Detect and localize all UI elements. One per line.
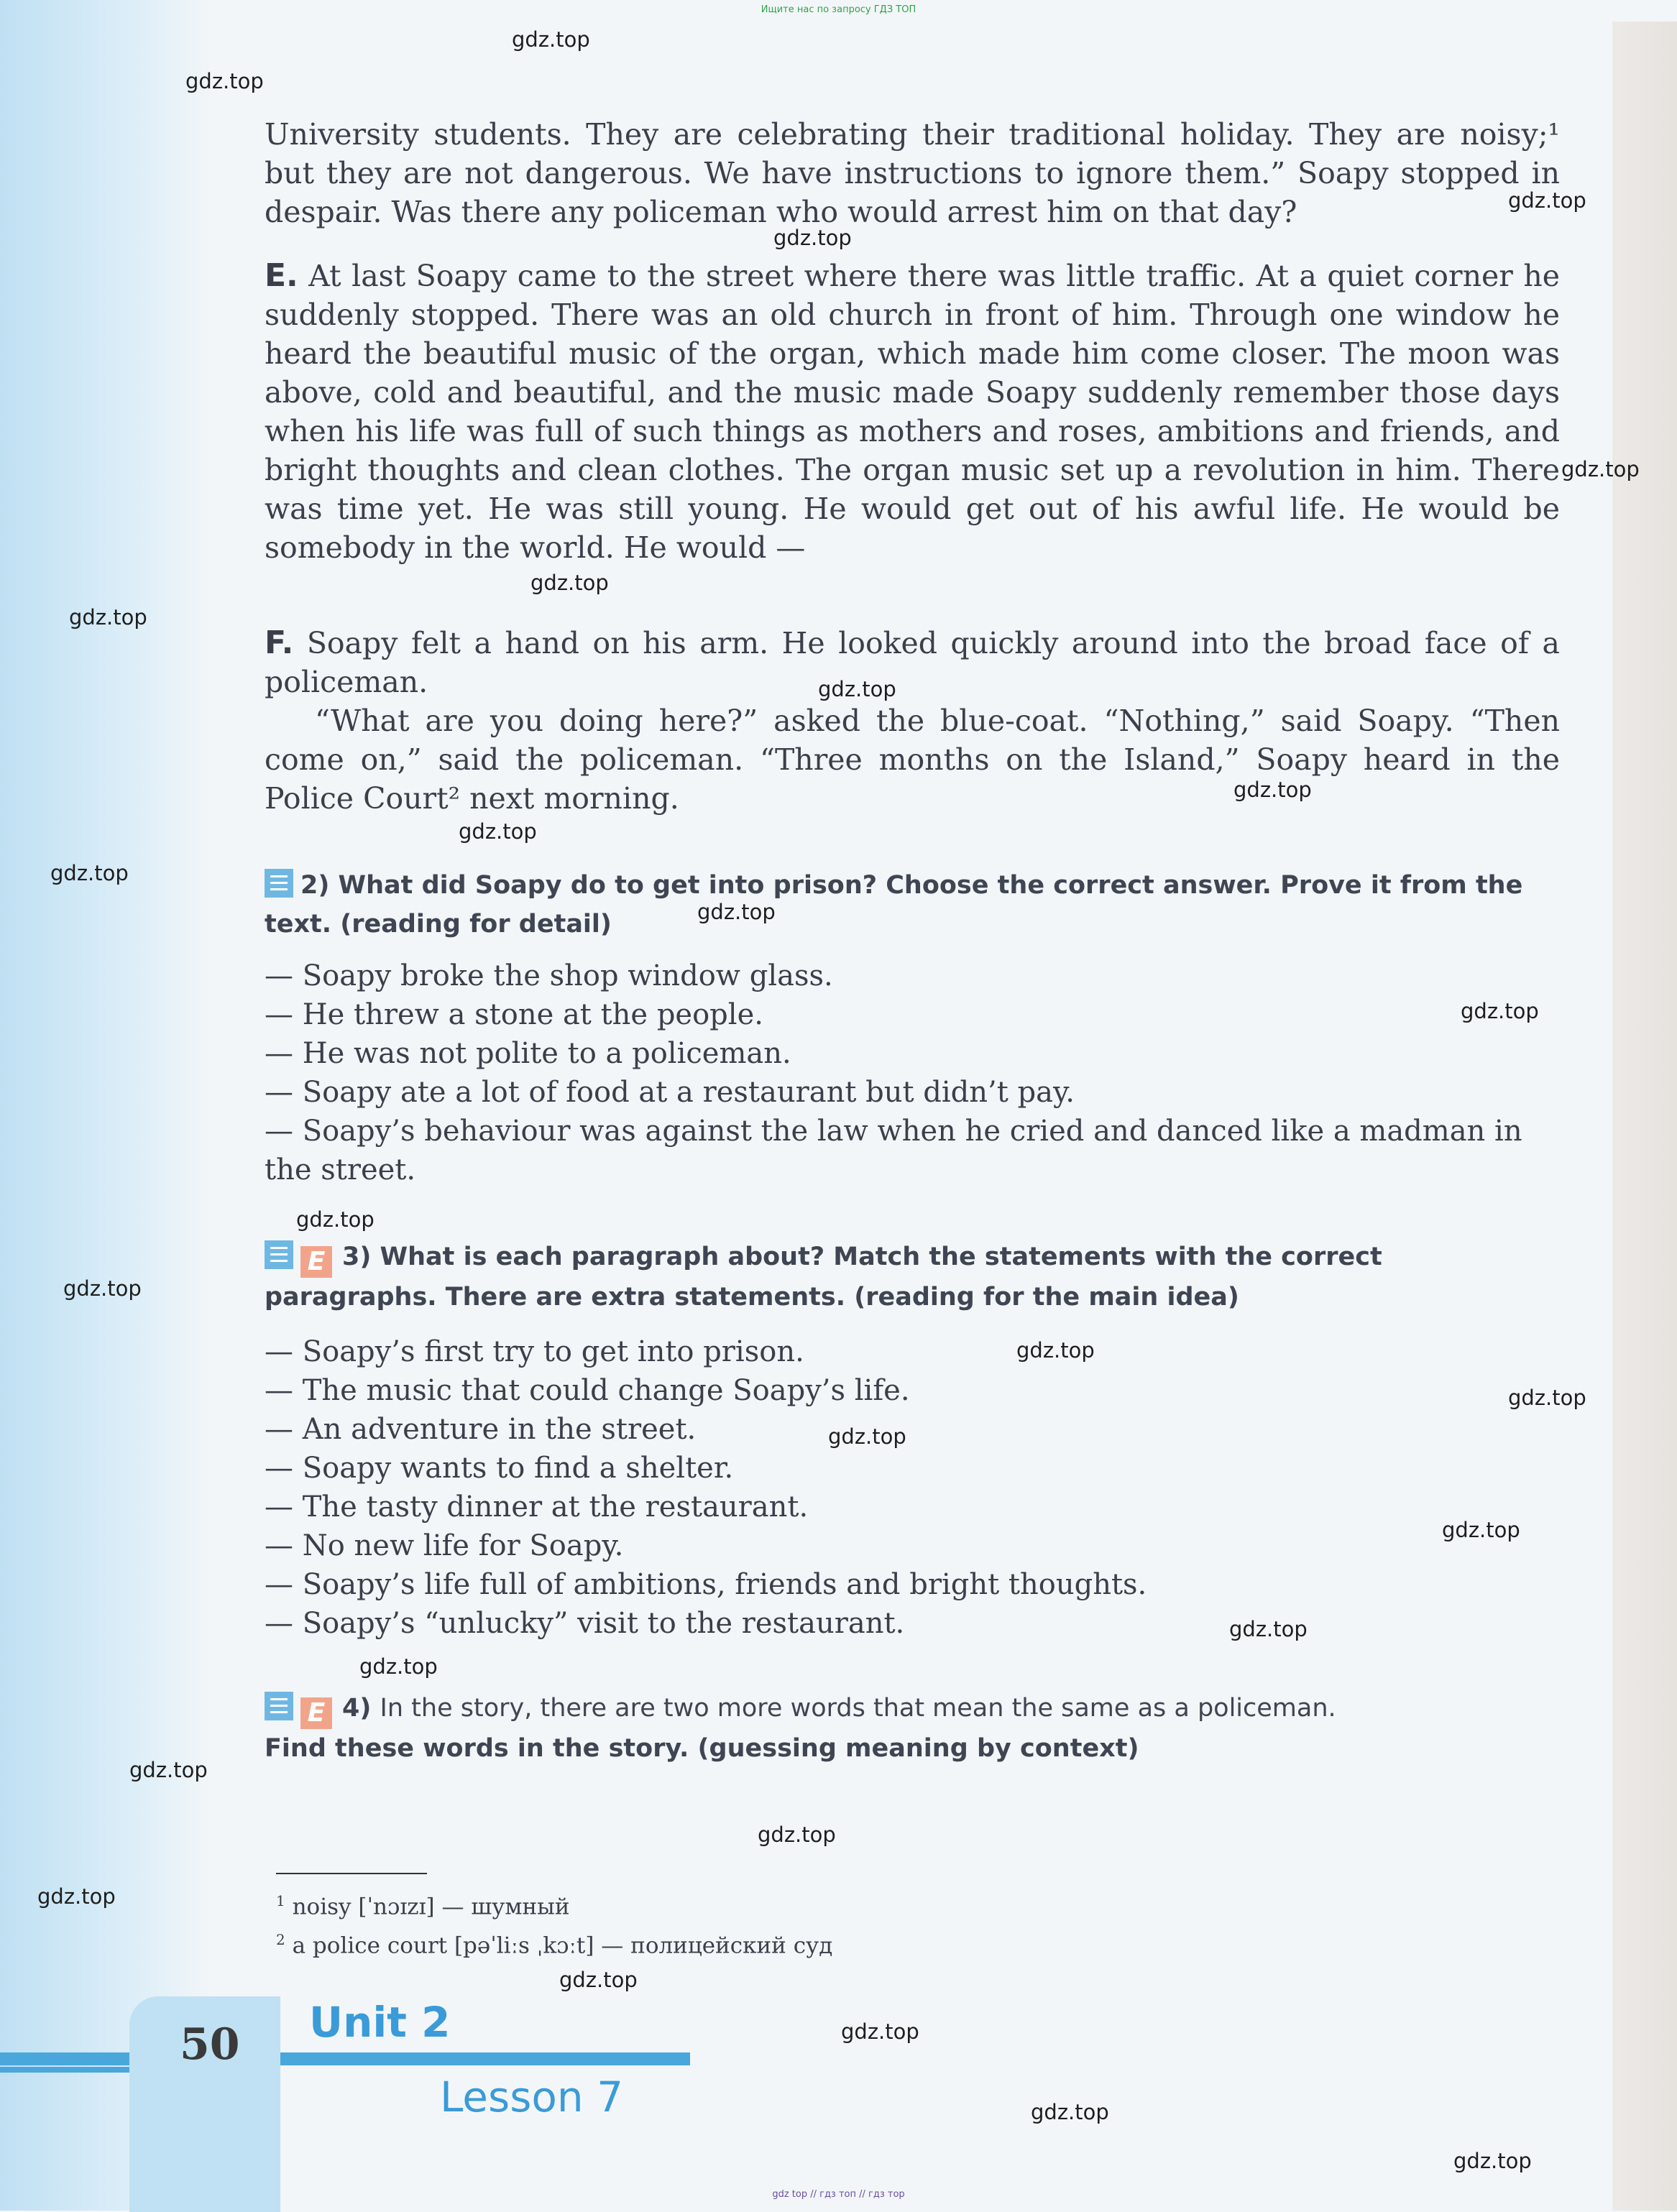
e-exercise-icon: E: [300, 1697, 332, 1729]
list-icon: [265, 1240, 293, 1269]
watermark: gdz.top: [1031, 2100, 1109, 2124]
watermark: gdz.top: [1561, 457, 1640, 481]
page-number: 50: [180, 2019, 240, 2070]
watermark: gdz.top: [559, 1968, 638, 1992]
footnotes: [276, 1884, 832, 1963]
task-3: [265, 1238, 1560, 1643]
watermark: gdz.top: [818, 677, 896, 701]
watermark: gdz.top: [512, 27, 590, 52]
watermark: gdz.top: [37, 1884, 116, 1909]
task-4: [265, 1689, 1560, 1768]
watermark: gdz.top: [1229, 1617, 1308, 1641]
list-icon: [265, 1692, 293, 1720]
e-exercise-icon: E: [300, 1246, 332, 1278]
top-banner: Ищите нас по запросу ГДЗ ТОП: [761, 4, 916, 15]
paragraph-text: University students. They are celebrating their traditional holiday. They are noisy;¹ but they are not dangerous. We have instructions to ignore them.” Soapy stopped in despair. Was there any policeman who would arrest him on that day?: [265, 117, 1560, 229]
task-4-line-2: Find these words in the story. (guessing meaning by context): [265, 1734, 1139, 1763]
paragraph-letter-e: E.: [265, 257, 298, 294]
watermark: gdz.top: [69, 605, 147, 630]
watermark: gdz.top: [459, 819, 537, 844]
watermark: gdz.top: [828, 1424, 906, 1449]
watermark: gdz.top: [359, 1654, 438, 1679]
task-3-title: 3) What is each paragraph about? Match the statements with the correct paragraphs. There are extra statements. (reading for the main idea): [265, 1243, 1382, 1312]
watermark: gdz.top: [129, 1758, 208, 1782]
story-paragraph-f: [265, 624, 1560, 818]
unit-label: Unit 2: [309, 1998, 451, 2047]
watermark: gdz.top: [296, 1207, 375, 1232]
lesson-label: Lesson 7: [440, 2073, 623, 2121]
task-2-title: 2) What did Soapy do to get into prison? Choose the correct answer. Prove it from the text. (reading for detail): [265, 871, 1523, 939]
task-2-options: [265, 957, 1560, 1189]
paragraph-e-text: At last Soapy came to the street where there was little traffic. At a quiet corner he suddenly stopped. There was an old church in front of him. Through one window he heard the beautiful music of the organ, which made him come closer. The moon was above, cold and beautiful, and the music made Soapy suddenly remember those days when his life was full of such things as mothers and roses, ambitions and friends, and bright thoughts and clean clothes. The organ music set up a revolution in him. There was time yet. He was still young. He would get out of his awful life. He would be somebody in the world. He would —: [265, 259, 1560, 565]
list-item: — Soapy’s first try to get into prison.: [265, 1335, 804, 1368]
task-4-line-1: In the story, there are two more words that mean the same as a policeman.: [380, 1694, 1336, 1723]
task-3-options: [265, 1332, 1560, 1643]
watermark: gdz.top: [773, 226, 852, 250]
list-item: — The tasty dinner at the restaurant.: [265, 1490, 809, 1524]
task-2: [265, 866, 1560, 1189]
list-item: — No new life for Soapy.: [265, 1529, 624, 1562]
watermark: gdz.top: [841, 2019, 919, 2044]
list-item: — Soapy ate a lot of food at a restaurant but didn’t pay.: [265, 1076, 1075, 1109]
footnote-2: $^2$ a police court [pəˈliːs ˌkɔːt] — полицейский суд: [276, 1931, 833, 1959]
task-4-number: 4): [342, 1694, 372, 1723]
watermark: gdz.top: [63, 1276, 142, 1301]
paragraph-letter-f: F.: [265, 625, 294, 661]
list-item: — Soapy’s life full of ambitions, friends and bright thoughts.: [265, 1568, 1147, 1601]
watermark: gdz.top: [1233, 778, 1312, 802]
list-item: — Soapy’s “unlucky” visit to the restaurant.: [265, 1607, 905, 1640]
watermark: gdz.top: [1508, 188, 1586, 213]
list-item: — He was not polite to a policeman.: [265, 1037, 791, 1070]
watermark: gdz.top: [1508, 1386, 1586, 1410]
story-paragraph-d-end: [265, 115, 1560, 231]
list-item: — Soapy wants to find a shelter.: [265, 1452, 734, 1485]
watermark: gdz.top: [1016, 1338, 1095, 1363]
watermark: gdz.top: [758, 1822, 836, 1847]
watermark: gdz.top: [530, 571, 609, 595]
watermark: gdz.top: [1453, 2149, 1532, 2173]
page-margin-band: [0, 0, 216, 2211]
list-item: — Soapy’s behaviour was against the law when he cried and danced like a madman in the street.: [265, 1115, 1522, 1186]
page-spine-edge: [1612, 22, 1677, 2211]
list-item: — He threw a stone at the people.: [265, 998, 763, 1031]
footer-bar-edge: [0, 2067, 129, 2073]
paragraph-f-text: Soapy felt a hand on his arm. He looked quickly around into the broad face of a policeman.: [265, 626, 1560, 699]
list-item: — The music that could change Soapy’s life.: [265, 1374, 910, 1407]
bottom-banner: gdz top // гдз топ // гдз тор: [772, 2189, 905, 2200]
watermark: gdz.top: [697, 900, 776, 924]
watermark: gdz.top: [1461, 999, 1539, 1023]
watermark: gdz.top: [185, 69, 264, 93]
story-paragraph-e: [265, 257, 1560, 567]
list-item: — Soapy broke the shop window glass.: [265, 959, 833, 992]
watermark: gdz.top: [1442, 1518, 1520, 1542]
footnote-1: $^1$ noisy [ˈnɔɪzɪ] — шумный: [276, 1892, 570, 1920]
paragraph-f-text-2: “What are you doing here?” asked the blue-coat. “Nothing,” said Soapy. “Then come on,” said the policeman. “Three months on the Island,” Soapy heard in the Police Court² next morning.: [265, 704, 1560, 816]
list-item: — An adventure in the street.: [265, 1413, 697, 1446]
footnote-divider: [276, 1873, 427, 1874]
list-icon: [265, 869, 293, 898]
watermark: gdz.top: [50, 861, 129, 885]
footer-bar: [0, 2052, 690, 2065]
